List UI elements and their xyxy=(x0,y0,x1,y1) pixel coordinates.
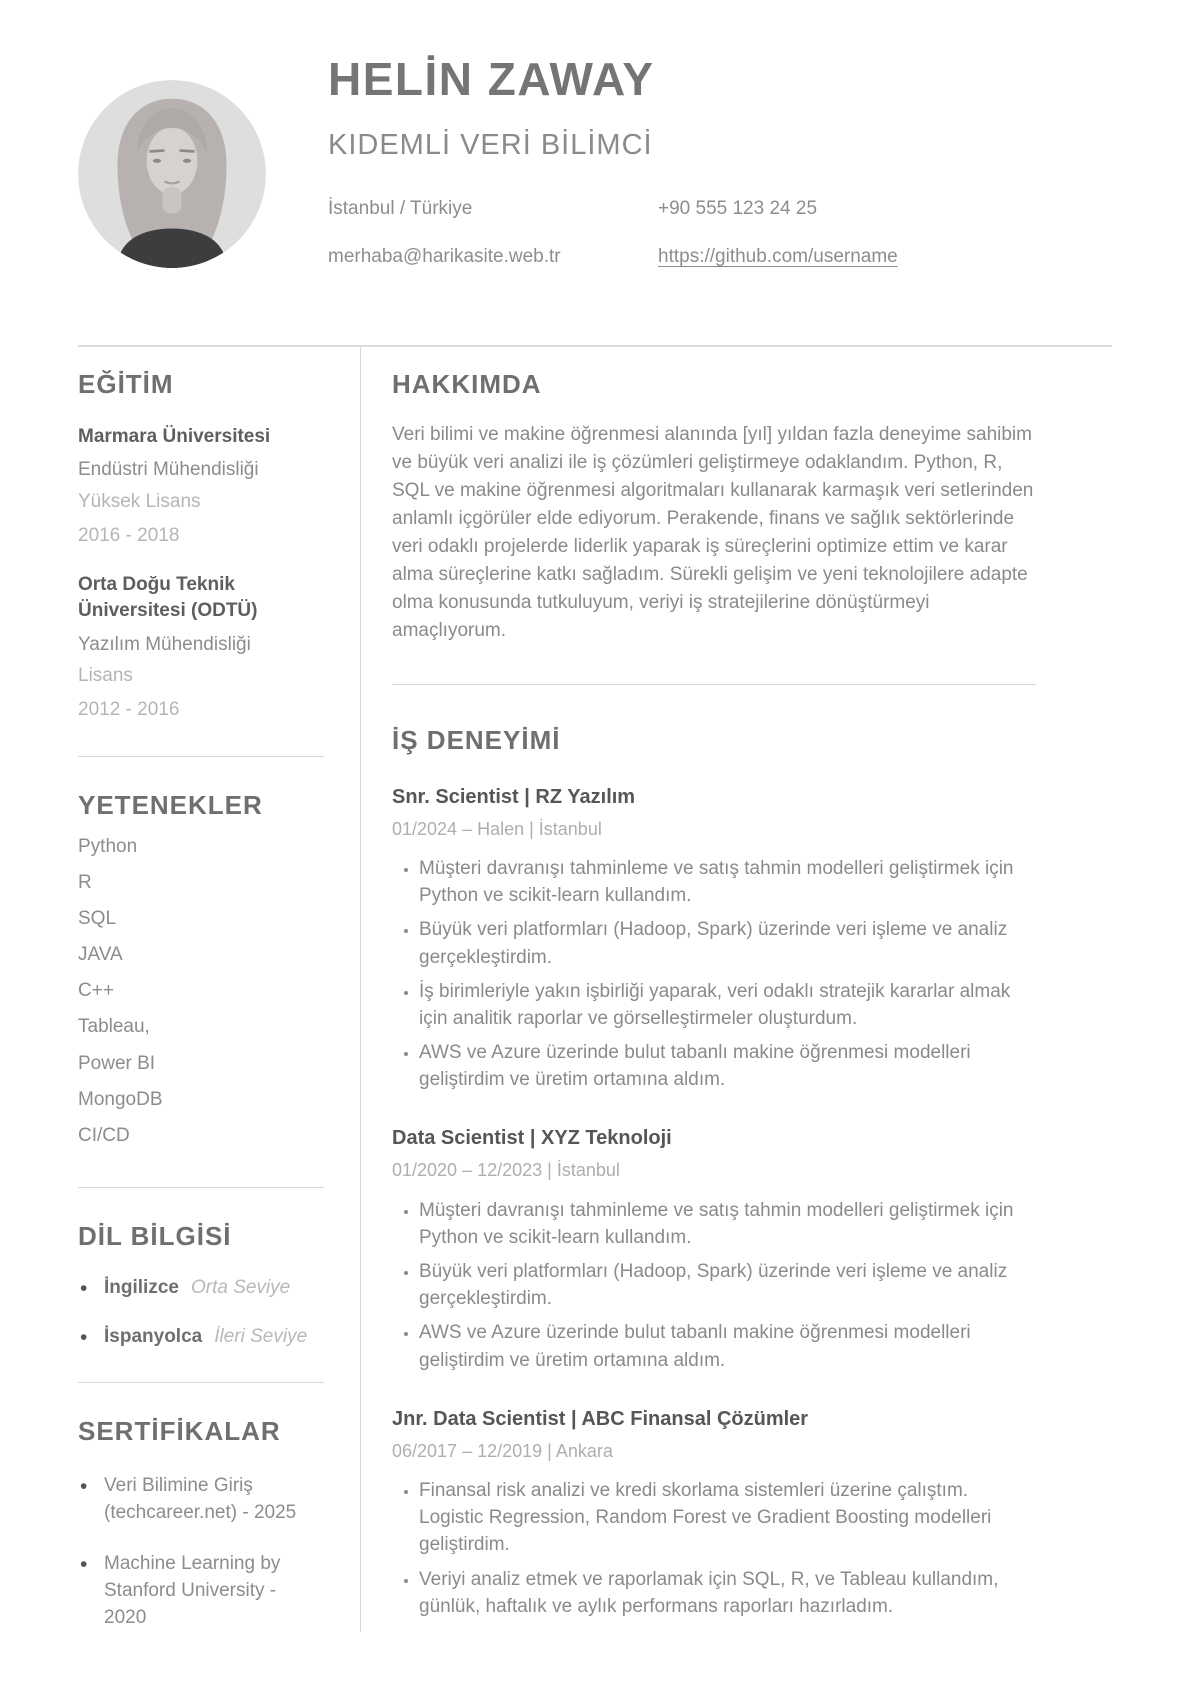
job-entry xyxy=(392,1406,1036,1620)
experience-heading: İŞ DENEYİMİ xyxy=(392,724,561,755)
job-bullet: • İş birimleriyle yakın işbirliği yaparak, veri odaklı stratejik kararlar almak için analitik raporlar ve görselleştirmeler oluşturdum. xyxy=(419,978,1036,1032)
degree-level: Lisans xyxy=(78,665,133,687)
skill-item: MongoDB xyxy=(78,1088,163,1110)
certificate-item: • Veri Bilimine Giriş (techcareer.net) - 2025 xyxy=(78,1473,314,1527)
person-job-title: KIDEMLİ VERİ BİLİMCİ xyxy=(328,128,653,161)
job-entry xyxy=(392,1125,1036,1373)
job-meta: 01/2024 – Halen | İstanbul xyxy=(392,818,602,839)
job-bullet: • Büyük veri platformları (Hadoop, Spark) üzerinde veri işleme ve analiz gerçekleştirdim. xyxy=(419,916,1036,970)
github-link[interactable]: https://github.com/username xyxy=(658,245,898,267)
skill-item: R xyxy=(78,872,92,894)
language-name: İngilizce xyxy=(104,1276,179,1298)
certificates-heading: SERTİFİKALAR xyxy=(78,1416,281,1447)
skill-item: Power BI xyxy=(78,1052,156,1074)
about-text: Veri bilimi ve makine öğrenmesi alanında [yıl] yıldan fazla deneyime sahibim ve büyük veri analizi ile iş çözümleri geliştirmeye odaklandım. Python, R, SQL ve makine öğrenmesi algoritmaları kullanarak karmaşık veri setlerinden anlamlı içgörüler elde ediyorum. Perakende, finans ve sağlık sektörlerinde veri odaklı projelerde liderlik yaparak iş süreçlerini optimize ettim ve karar alma süreçlerine katkı sağladım. Sürekli gelişim ve yeni teknolojilere adapte olma konusunda tutkuluyum, veriyi iş stratejilerine dönüştürmeyi amaçlıyorum. xyxy=(392,423,1034,642)
job-bullet-list xyxy=(392,855,1036,1093)
email-text: merhaba@harikasite.web.tr xyxy=(328,245,561,267)
education-section xyxy=(78,369,324,723)
school-name: Marmara Üniversitesi xyxy=(78,425,271,447)
job-title: Snr. Scientist | RZ Yazılım xyxy=(392,785,636,808)
degree-level: Yüksek Lisans xyxy=(78,491,201,513)
skills-heading: YETENEKLER xyxy=(78,789,263,820)
language-item xyxy=(78,1276,324,1301)
person-name: HELİN ZAWAY xyxy=(328,53,655,105)
contact-info xyxy=(328,198,898,269)
language-level: Orta Seviye xyxy=(190,1276,291,1298)
skill-item: Python xyxy=(78,835,138,857)
skill-item: JAVA xyxy=(78,944,123,966)
skill-item: SQL xyxy=(78,908,117,930)
skill-item: Tableau, xyxy=(78,1016,150,1038)
skills-list xyxy=(78,829,324,1154)
education-item xyxy=(78,424,324,549)
job-title: Jnr. Data Scientist | ABC Finansal Çözümler xyxy=(392,1407,809,1430)
job-bullet: • Veriyi analiz etmek ve raporlamak için SQL, R, ve Tableau kullandım, günlük, haftalık ve aylık performans raporları hazırladım. xyxy=(419,1566,1036,1620)
degree-years: 2012 - 2016 xyxy=(78,699,180,721)
sidebar-divider xyxy=(78,756,324,757)
job-bullet: • Müşteri davranışı tahminleme ve satış tahmin modelleri geliştirmek için Python ve scikit-learn kullandım. xyxy=(419,855,1036,909)
job-bullet-list xyxy=(392,1477,1036,1620)
phone-text: +90 555 123 24 25 xyxy=(658,197,818,219)
about-heading: HAKKIMDA xyxy=(392,368,542,399)
content-columns xyxy=(78,347,1112,1633)
skill-item: CI/CD xyxy=(78,1124,130,1146)
job-bullet-list xyxy=(392,1197,1036,1374)
main-divider xyxy=(392,684,1036,685)
header xyxy=(78,52,1112,269)
degree-years: 2016 - 2018 xyxy=(78,524,180,546)
job-meta: 06/2017 – 12/2019 | Ankara xyxy=(392,1440,613,1461)
school-name: Orta Doğu Teknik Üniversitesi (ODTÜ) xyxy=(78,574,258,622)
sidebar-divider xyxy=(78,1187,324,1188)
education-item xyxy=(78,572,324,722)
job-bullet: • Müşteri davranışı tahminleme ve satış tahmin modelleri geliştirmek için Python ve scikit-learn kullandım. xyxy=(419,1197,1036,1251)
job-bullet: • Finansal risk analizi ve kredi skorlama sistemleri üzerine çalıştım. Logistic Regression, Random Forest ve Gradient Boosting modelleri geliştirdim. xyxy=(419,1477,1036,1558)
language-item xyxy=(78,1325,324,1350)
languages-heading: DİL BİLGİSİ xyxy=(78,1220,232,1251)
job-bullet: • Büyük veri platformları (Hadoop, Spark) üzerinde veri işleme ve analiz gerçekleştirdim. xyxy=(419,1258,1036,1312)
job-bullet: • AWS ve Azure üzerinde bulut tabanlı makine öğrenmesi modelleri geliştirdim ve üretim ortamına aldım. xyxy=(419,1039,1036,1093)
job-bullet: • AWS ve Azure üzerinde bulut tabanlı makine öğrenmesi modelleri geliştirdim ve üretim ortamına aldım. xyxy=(419,1319,1036,1373)
sidebar xyxy=(78,347,324,1633)
header-text xyxy=(328,52,898,269)
location-text: İstanbul / Türkiye xyxy=(328,197,473,219)
job-meta: 01/2020 – 12/2023 | İstanbul xyxy=(392,1160,620,1181)
languages-section xyxy=(78,1221,324,1350)
experience-section xyxy=(392,725,1036,1620)
degree-name: Endüstri Mühendisliği xyxy=(78,459,259,481)
job-title: Data Scientist | XYZ Teknoloji xyxy=(392,1127,672,1150)
certificate-item: • Machine Learning by Stanford University - 2020 xyxy=(78,1551,314,1632)
sidebar-divider xyxy=(78,1382,324,1383)
profile-photo xyxy=(78,80,266,268)
skill-item: C++ xyxy=(78,980,114,1002)
main-content xyxy=(361,347,1112,1633)
language-level: İleri Seviye xyxy=(214,1325,308,1347)
skills-section xyxy=(78,790,324,1154)
language-name: İspanyolca xyxy=(104,1325,203,1347)
degree-name: Yazılım Mühendisliği xyxy=(78,633,251,655)
job-entry xyxy=(392,784,1036,1094)
education-heading: EĞİTİM xyxy=(78,368,174,399)
about-section xyxy=(392,369,1036,646)
certificates-section xyxy=(78,1416,324,1632)
profile-photo-image xyxy=(78,80,266,268)
